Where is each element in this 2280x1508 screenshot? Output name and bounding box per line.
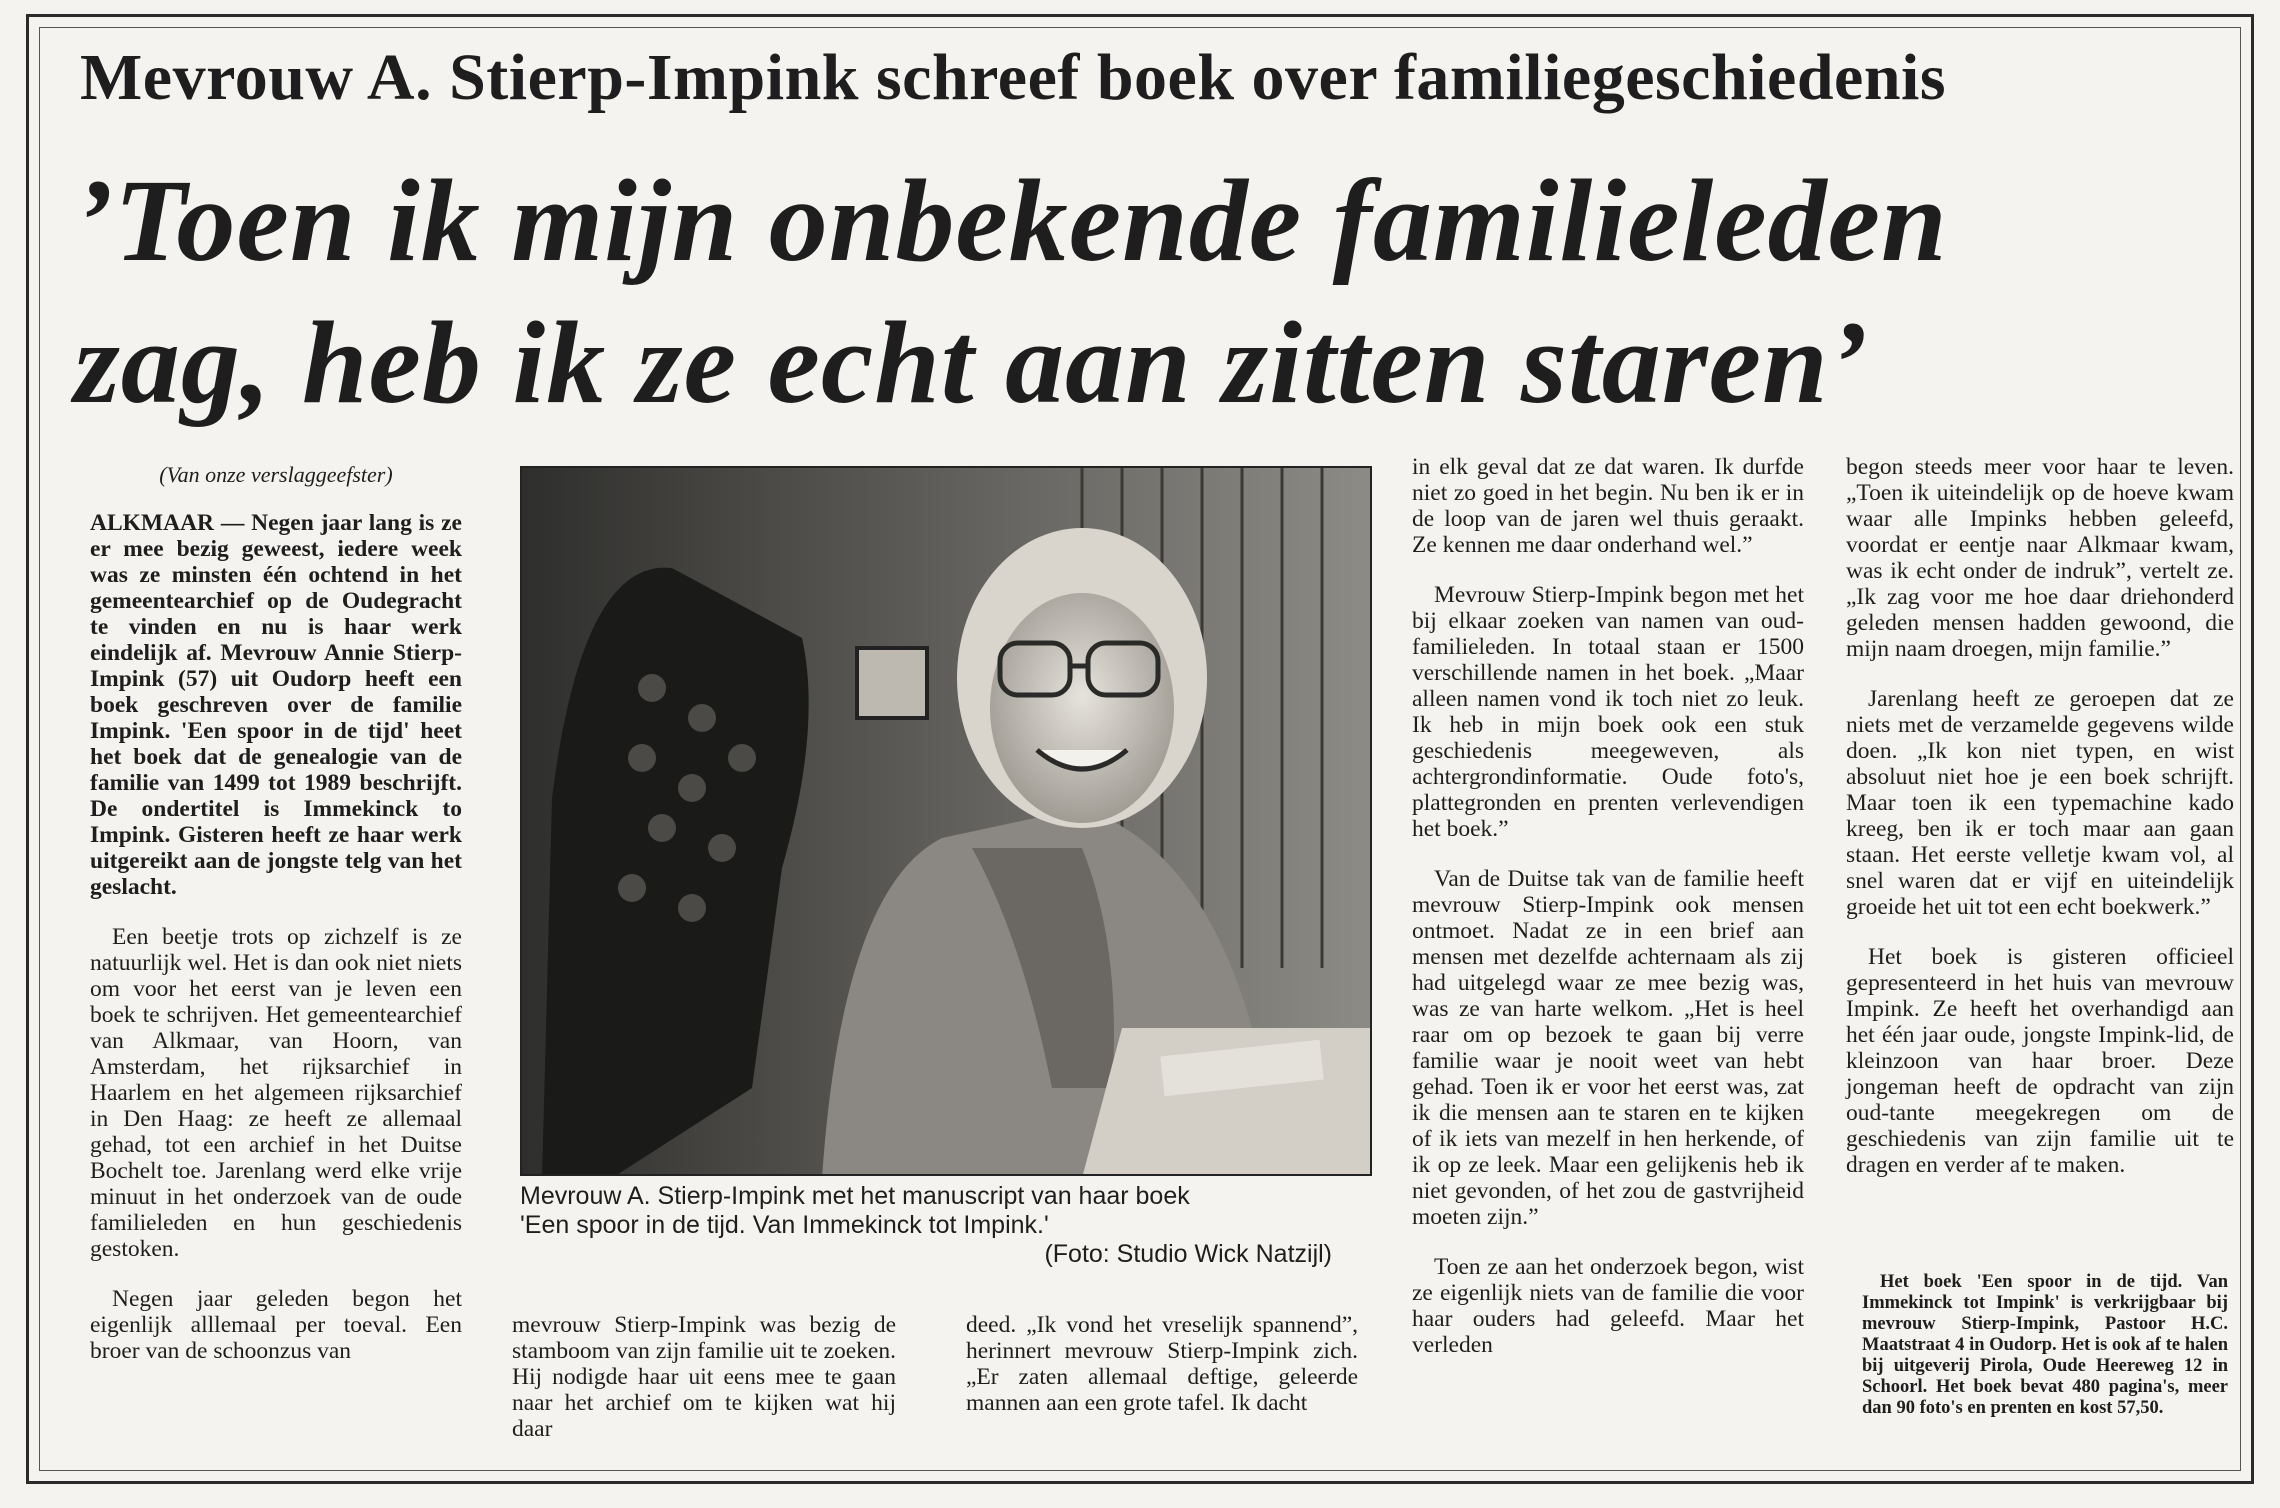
column-1 (90, 462, 462, 1388)
photo-credit: (Foto: Studio Wick Natzijl) (1044, 1240, 1332, 1268)
paragraph: deed. „Ik vond het vreselijk spannend”, herinnert mevrouw Stierp-Impink zich. „Er zaten allemaal deftige, geleerde mannen aan een grote tafel. Ik dacht (966, 1312, 1358, 1416)
paragraph: Een beetje trots op zichzelf is ze natuurlijk wel. Het is dan ook niet niets om voor het eerst van je leven een boek te schrijven. Het gemeentearchief van Alkmaar, van Hoorn, van Amsterdam, het rijksarchief in Haarlem en het algemeen rijksarchief in Den Haag: ze heeft ze allemaal gehad, tot een archief in het Duitse Bochelt toe. Jarenlang werd elke vrije minuut in het onderzoek van de oude familieleden en hun geschiedenis gestoken. (90, 924, 462, 1262)
paragraph: Mevrouw Stierp-Impink begon met het bij elkaar zoeken van namen van oud-familieleden. In totaal staan er 1500 verschillende namen in het boek. „Maar alleen namen vond ik toch niet zo leuk. Ik heb in mijn boek ook een stuk geschiedenis meegeweven, als achtergrondinformatie. Oude foto's, plattegronden en prenten verlevendigen het boek.” (1412, 582, 1804, 842)
book-info-note: Het boek 'Een spoor in de tijd. Van Immekinck tot Impink' is verkrijgbaar bij mevrouw Stierp-Impink, Pastoor H.C. Maatstraat 4 in Oudorp. Het is ook af te halen bij uitgeverij Pirola, Oude Heereweg 12 in Schoorl. Het boek bevat 480 pagina's, meer dan 90 foto's en prenten en kost 57,50. (1862, 1272, 2228, 1418)
caption-line-2: 'Een spoor in de tijd. Van Immekinck tot Impink.' (520, 1211, 1049, 1239)
byline: (Van onze verslaggeefster) (159, 462, 393, 487)
kicker-heading: Mevrouw A. Stierp-Impink schreef boek over familiegeschiedenis (80, 41, 1947, 114)
column-4 (1412, 454, 1804, 1382)
paragraph: begon steeds meer voor haar te leven. „Toen ik uiteindelijk op de hoeve kwam waar alle Impinks hebben geleefd, voordat er eentje naar Alkmaar kwam, was ik echt onder de indruk”, vertelt ze. „Ik zag voor me hoe daar driehonderd geleden mensen hadden gewoond, die mijn naam droegen, mijn familie.” (1846, 454, 2234, 662)
headline-line-2: zag, heb ik ze echt aan zitten staren’ (74, 297, 1869, 428)
column-2 (512, 1312, 896, 1466)
column-3 (966, 1312, 1358, 1440)
portrait-image (522, 468, 1372, 1176)
headline (74, 150, 2254, 434)
dateline: ALKMAAR — (90, 510, 252, 536)
paragraph: Jarenlang heeft ze geroepen dat ze niets met de verzamelde gegevens wilde doen. „Ik kon niet typen, en wist absoluut niet hoe je een boek schrijft. Maar toen ik een typemachine kado kreeg, ben ik er toch maar aan gaan staan. Het eerste velletje kwam vol, al snel waren dat er vijf en uiteindelijk groeide het uit tot een echt boekwerk.” (1846, 686, 2234, 920)
paragraph: Het boek is gisteren officieel gepresenteerd in het huis van mevrouw Impink. Ze heeft het overhandigd aan het één jaar oude, jongste Impink-lid, de kleinzoon van haar broer. Deze jongeman heeft de opdracht van zijn oud-tante meegekregen om de geschiedenis van zijn familie uit te dragen en verder af te maken. (1846, 944, 2234, 1178)
lead-text: Negen jaar lang is ze er mee bezig geweest, iedere week was ze minsten één ochtend in het gemeentearchief op de Oudegracht te vinden en nu is haar werk eindelijk af. Mevrouw Annie Stierp-Impink (57) uit Oudorp heeft een boek geschreven over de familie Impink. 'Een spoor in de tijd' heet het boek dat de genealogie van de familie van 1499 tot 1989 beschrijft. De ondertitel is Immekinck to Impink. Gisteren heeft ze haar werk uitgereikt aan de jongste telg van het geslacht. (90, 510, 462, 900)
paragraph: in elk geval dat ze dat waren. Ik durfde niet zo goed in het begin. Nu ben ik er in de loop van de jaren wel thuis geraakt. Ze kennen me daar onderhand wel.” (1412, 454, 1804, 558)
paragraph: mevrouw Stierp-Impink was bezig de stamboom van zijn familie uit te zoeken. Hij nodigde haar uit eens mee te gaan naar het archief om te kijken wat hij daar (512, 1312, 896, 1442)
portrait-photo (520, 466, 1372, 1176)
photo-caption (520, 1182, 1372, 1269)
paragraph: Toen ze aan het onderzoek begon, wist ze eigenlijk niets van de familie die voor haar ouders had geleefd. Maar het verleden (1412, 1254, 1804, 1358)
paragraph: Negen jaar geleden begon het eigenlijk alllemaal per toeval. Een broer van de schoonzus van (90, 1286, 462, 1364)
headline-line-1: ’Toen ik mijn onbekende familieleden (74, 155, 1948, 286)
column-5 (1846, 454, 2234, 1202)
lead-paragraph (90, 510, 462, 900)
paragraph: Van de Duitse tak van de familie heeft mevrouw Stierp-Impink ook mensen ontmoet. Nadat ze in een brief aan mensen met dezelfde achternaam als zij had uitgelegd waar ze mee bezig was, was ze van harte welkom. „Het is heel raar om op bezoek te gaan bij verre familie waar je nooit weet van hebt gehad. Toen ik er voor het eerst was, zat ik die mensen aan te staren en te kijken of ik iets van mezelf in hen herkende, of ik op ze leek. Maar een gelijkenis heb ik niet gevonden, of het zou de gastvrijheid moeten zijn.” (1412, 866, 1804, 1230)
caption-line-1: Mevrouw A. Stierp-Impink met het manuscript van haar boek (520, 1182, 1190, 1210)
